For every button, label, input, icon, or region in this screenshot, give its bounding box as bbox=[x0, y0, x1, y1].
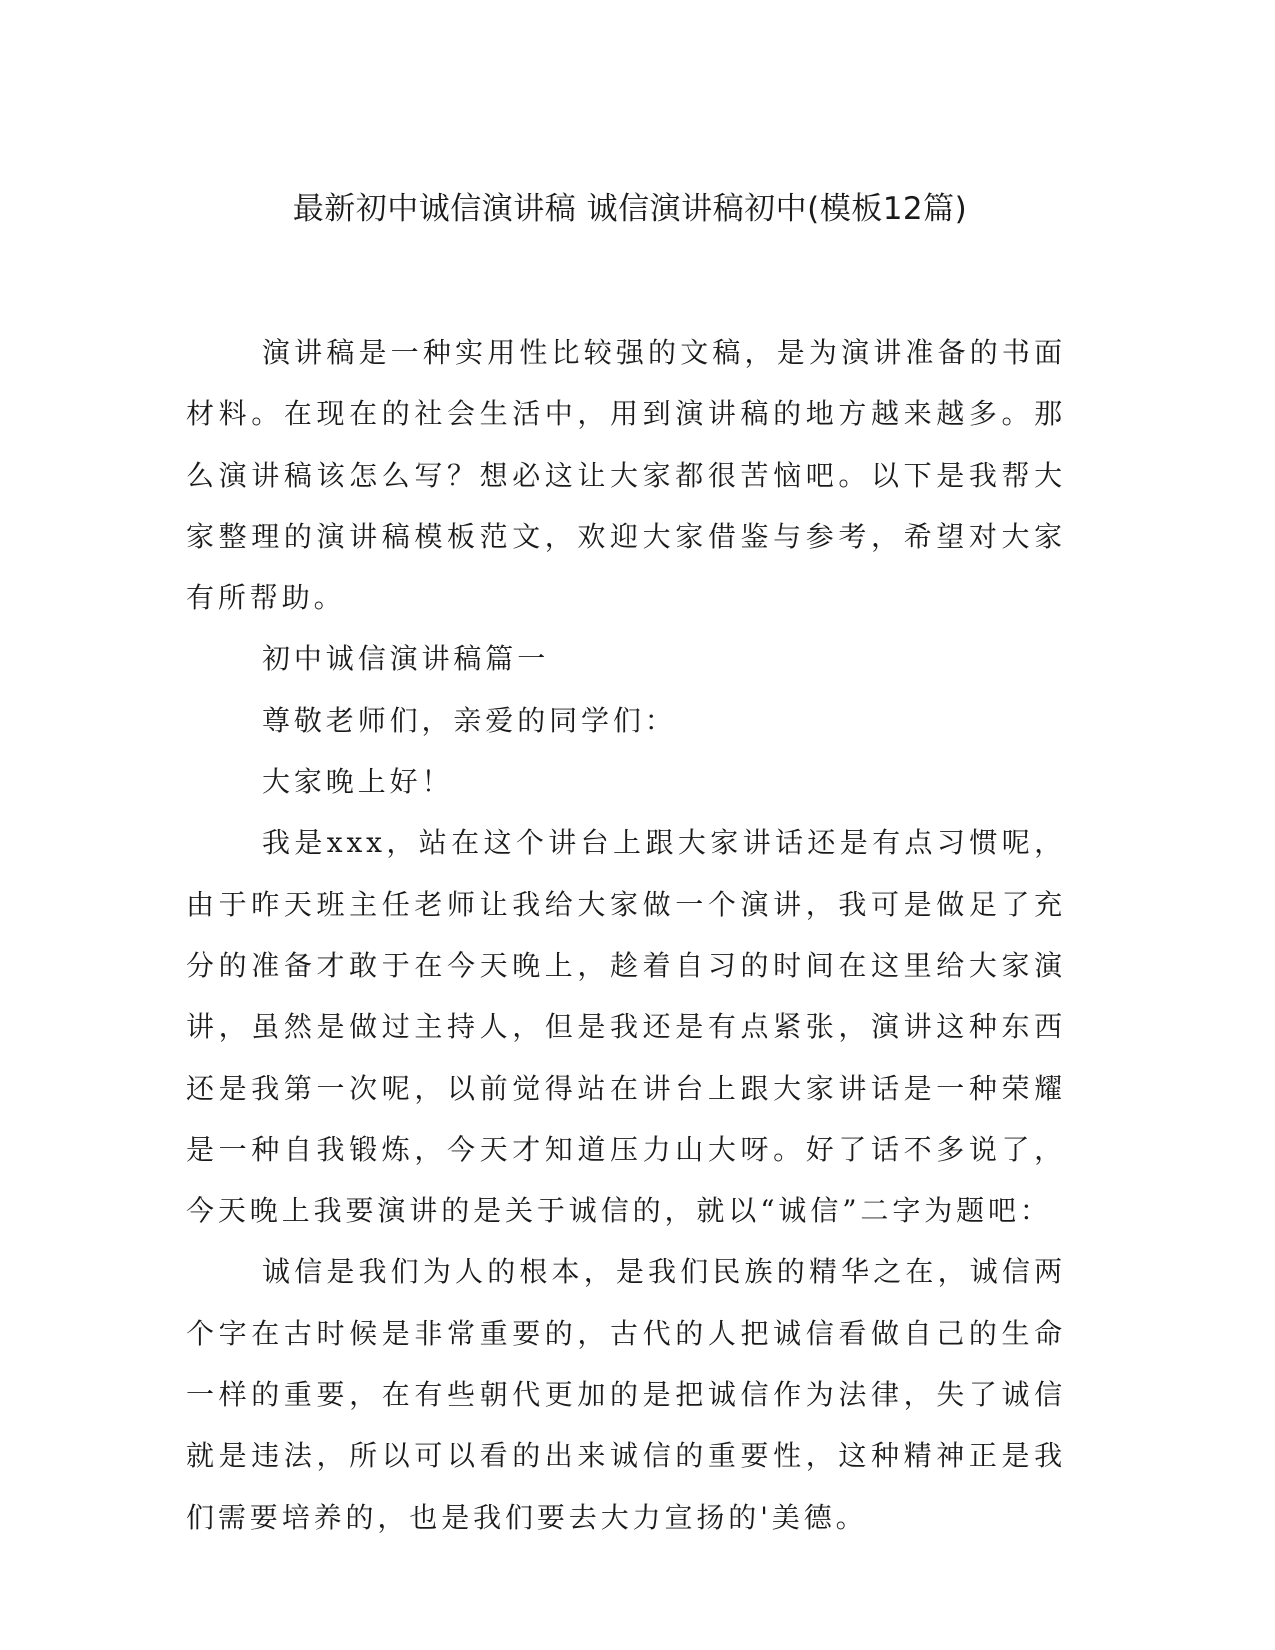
speech-paragraph: 诚信是我们为人的根本，是我们民族的精华之在，诚信两个字在古时候是非常重要的，古代的人把诚信看做自己的生命一样的重要，在有些朝代更加的是把诚信作为法律，失了诚信就是违法，所以可以看的出来诚信的重要性，这种精神正是我们需要培养的，也是我们要去大力宣扬的'美德。 bbox=[186, 1255, 1066, 1534]
salutation: 尊敬老师们，亲爱的同学们： bbox=[262, 703, 677, 737]
section-heading: 初中诚信演讲稿篇一 bbox=[262, 642, 550, 676]
document-body bbox=[186, 322, 1066, 1548]
intro-paragraph: 演讲稿是一种实用性比较强的文稿，是为演讲准备的书面材料。在现在的社会生活中，用到演讲稿的地方越来越多。那么演讲稿该怎么写？想必这让大家都很苦恼吧。以下是我帮大家整理的演讲稿模板范文，欢迎大家借鉴与参考，希望对大家有所帮助。 bbox=[186, 336, 1066, 615]
greeting: 大家晚上好！ bbox=[262, 765, 454, 799]
document-title: 最新初中诚信演讲稿 诚信演讲稿初中(模板12篇) bbox=[292, 191, 968, 227]
speech-paragraph: 我是xxx，站在这个讲台上跟大家讲话还是有点习惯呢，由于昨天班主任老师让我给大家做一个演讲，我可是做足了充分的准备才敢于在今天晚上，趁着自习的时间在这里给大家演讲，虽然是做过主持人，但是我还是有点紧张，演讲这种东西还是我第一次呢，以前觉得站在讲台上跟大家讲话是一种荣耀是一种自我锻炼，今天才知道压力山大呀。好了话不多说了，今天晚上我要演讲的是关于诚信的，就以“诚信”二字为题吧： bbox=[186, 826, 1066, 1228]
